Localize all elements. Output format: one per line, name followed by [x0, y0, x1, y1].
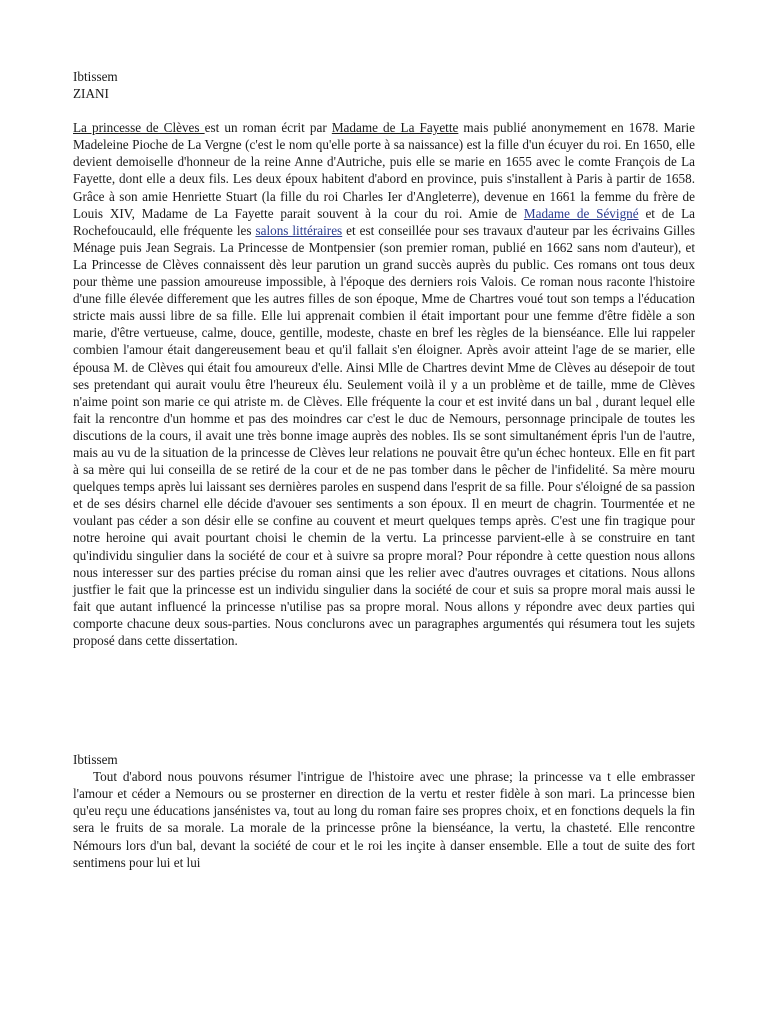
second-author-name: Ibtissem [73, 752, 118, 768]
intro-paragraph [73, 119, 695, 649]
work-title: La princesse de Clèves [73, 120, 205, 136]
author-first-name: Ibtissem [73, 69, 118, 84]
intro-text-4: et est conseillée pour ses travaux d'auteur par les écrivains Gilles Ménage puis Jean Segrais. La Princesse de Montpensier (son premier roman, publié en 1662 sans nom d'auteur), et La Princesse de Clèves connaissent dès leur parution un grand succès auprès du public. Ces romans ont tous deux pour thème une passion amoureuse impossible, à l'époque des derniers rois Valois. Ce roman nous raconte l'histoire d'une fille élevée differement que les autres filles de son époque, Mme de Chartres voué tout son temps a l'éducation stricte mais aussi libre de sa fille. Elle lui apprenait combien il était important pour une femme d'être fidèle a son marie, d'être vertueuse, calme, douce, gentille, modeste, chaste en bref les règles de la bienséance. Elle lui rappeler combien l'amour était dangereusement beau et qu'il fallait s'en éloigner. Après avoir atteint l'age de se marier, elle épousa M. de Clèves qui était fou amoureux d'elle. Ainsi Mlle de Chartres devint Mme de Clèves au désepoir de tout ses pretendant qui aurait voulu être l'heureux élu. Seulement voilà il y a un problème et de taille, mme de Clèves n'aime point son marie ce qui atriste m. de Clèves. Elle fréquente la cour et est invité dans un bal , durant lequel elle fait la rencontre d'un homme et pas des moindres car c'est le duc de Nemours, personnage principale de toutes les discutions de la cours, il avait une très bonne image auprès des nobles. Ils se sont simultanément épris l'un de l'autre, mais au vu de la situation de la princesse de Clèves leur relations ne pouvait être qu'un échec honteux. Elle en fit part à sa mère qui lui conseilla de se retiré de la cour et de ne pas tomber dans le pêcher de l'infidelité. Sa mère mouru quelques temps après lui laissant ses dernières paroles en suspend dans l'esprit de sa fille. Pour s'éloigné de sa passion et de ses désirs charnel elle décide d'avouer ses sentiments a son époux. Il en meurt de chagrin. Tourmentée et ne voulant pas céder a son désir elle se confine au couvent et meurt quelques temps après. C'est une fin tragique pour notre heroine qui avait pourtant choisi le chemin de la vertu. La princesse parvient-elle à se construire en tant qu'individu singulier dans la société de cour et à suivre sa propre moral? Pour répondre à cette question nous allons nous interesser sur des parties précise du roman ainsi que les relier avec d'autres ouvrages et citations. Nous allons justfier le fait que la princesse est un individu singulier dans la société de cour et suis sa propre moral mais aussi le fait que autant influencé la princesse n'utilise pas sa propre moral. Nous allons y répondre avec deux parties qui comporte chacune deux sous-parties. Nous conclurons avec un paragraphes argumentés qui résumera tout les sujets proposé dans cette dissertation. [73, 222, 695, 648]
second-paragraph: Tout d'abord nous pouvons résumer l'intrigue de l'histoire avec une phrase; la princesse va t elle embrasser l'amour et céder a Nemours ou se prosterner en direction de la vertu et rester fidèle à son mari. La princesse bien qu'eu reçu une éducations jansénistes va, tout au long du roman faire ses propres choix, et en fonctions dequels la fin sera le fruits de sa morale. La morale de la princesse prône la bienséance, la vertu, la chasteté. Elle rencontre Némours lors d'un bal, devant la société de cour et le roi les inçite à danser ensemble. Elle a tout de suite des fort sentimens pour lui et lui [73, 769, 695, 870]
link-salons-litteraires[interactable]: salons littéraires [255, 222, 343, 238]
author-name-underlined: Madame de La Fayette [331, 120, 459, 136]
intro-text-2: mais publié anonymement en 1678. Marie Madeleine Pioche de La Vergne (c'est le nom qu'elle porte à sa naissance) est la fille d'un écuyer du roi. En 1650, elle devient demoiselle d'honneur de la reine Anne d'Autriche, puis elle se marie en 1655 avec le comte François de La Fayette, dont elle a deux fils. Les deux époux habitent d'abord en province, puis s'installent à Paris à partir de 1658. Grâce à son amie Henriette Stuart (la fille du roi Charles Ier d'Angleterre), devenue en 1661 la femme du frère de Louis XIV, Madame de La Fayette parait souvent à la cour du roi. Amie de [73, 120, 696, 221]
document-page [73, 68, 695, 871]
intro-text-3: et de La Rochefoucauld, elle fréquente les [73, 205, 695, 238]
intro-text-1: est un roman écrit par [204, 120, 332, 136]
link-madame-de-sevigne[interactable]: Madame de Sévigné [523, 205, 639, 221]
section-spacer [73, 649, 695, 751]
spacer [73, 102, 695, 119]
author-last-name: ZIANI [73, 86, 109, 102]
